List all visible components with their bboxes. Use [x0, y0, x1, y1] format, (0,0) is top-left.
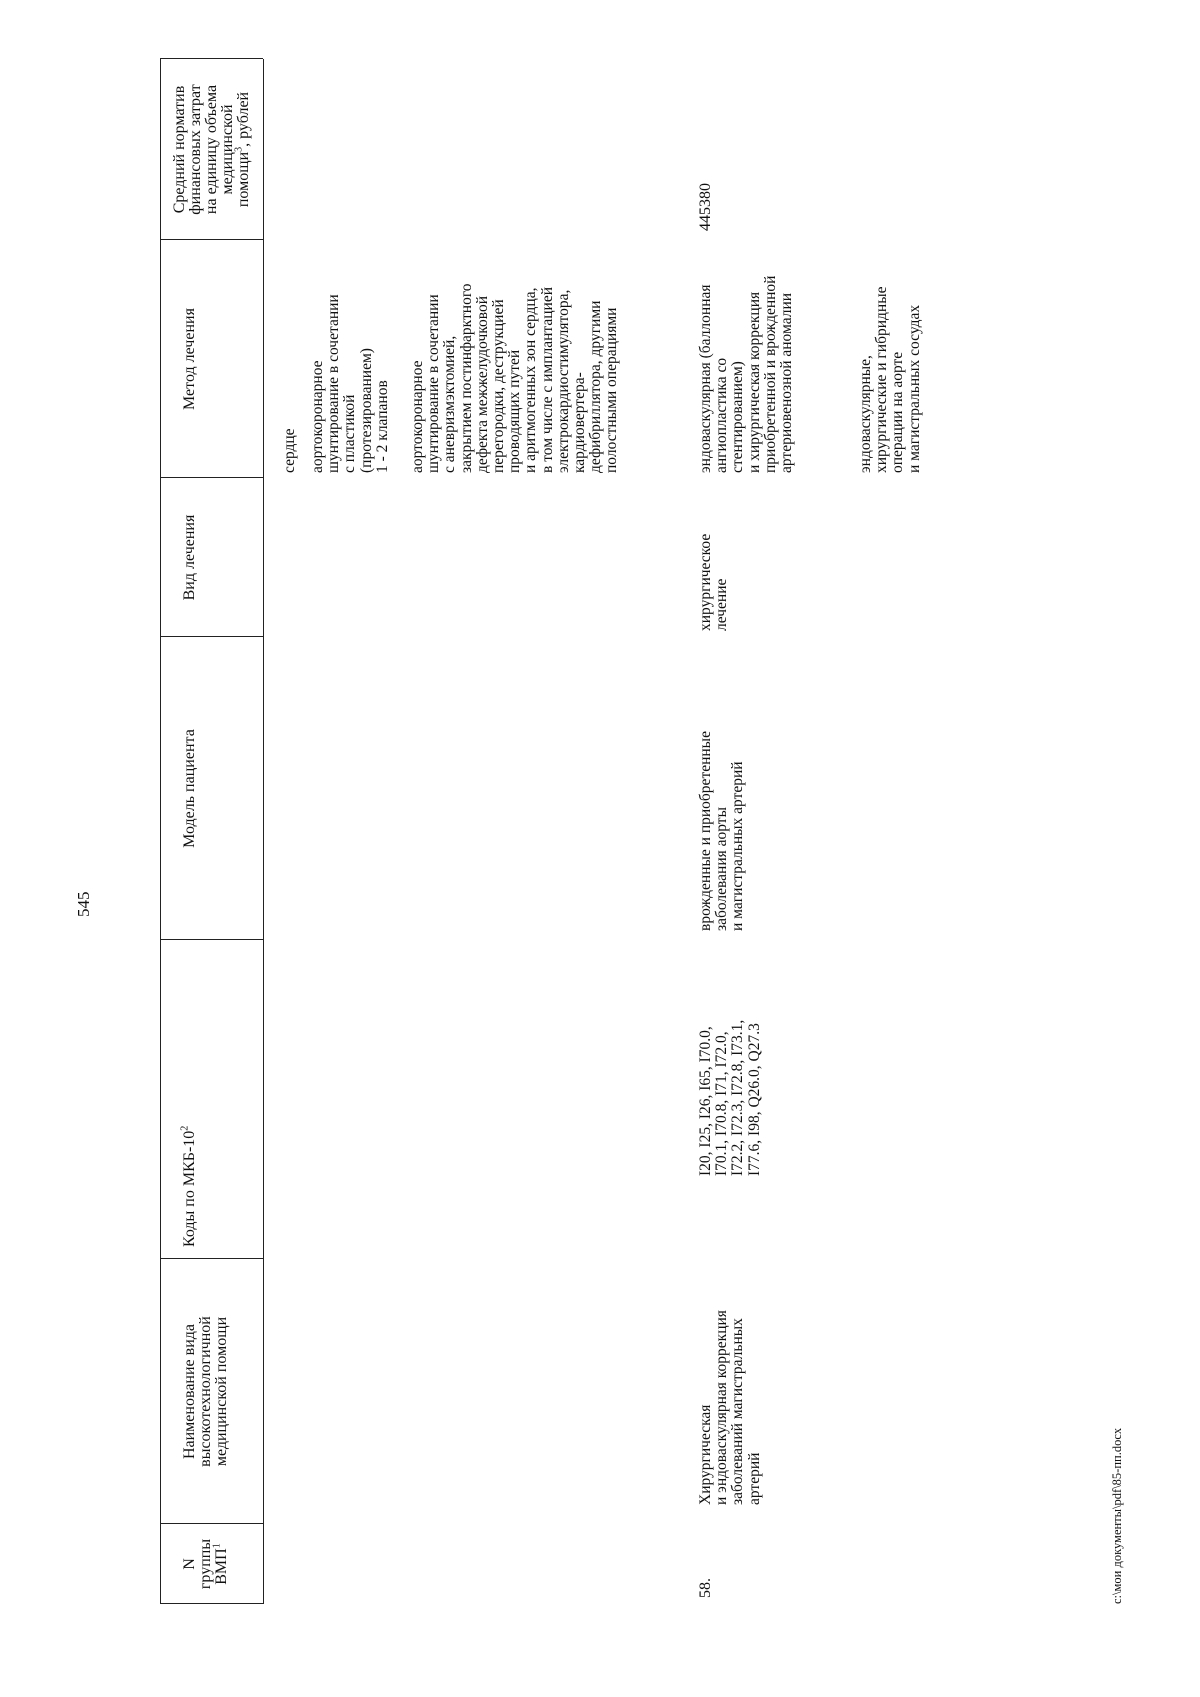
row-58-patient-model: врожденные и приобретенные заболевания аорты и магистральных артерий	[697, 731, 747, 931]
col-rule-5	[160, 477, 263, 478]
header-treatment-method: Метод лечения	[181, 308, 198, 410]
footer-file-path: c:\мои документы\pdf\85-пп.docx	[1110, 1427, 1124, 1604]
method-continued-2: аортокоронарное шунтирование в сочетании с пластикой (протезированием) 1 - 2 клапанов	[309, 294, 391, 473]
row-58-method-1: эндоваскулярная (баллонная ангиопластика со стентированием) и хирургическая коррекция приобретенной и врожденной артериовенозной аномалии	[697, 275, 796, 473]
row-58-cost-norm: 445380	[697, 183, 714, 231]
col-rule-4	[160, 636, 263, 637]
header-bottom-rule	[263, 59, 264, 1604]
col-rule-3	[160, 939, 263, 940]
row-58-method-2: эндоваскулярные, хирургические и гибридные операции на аорте и магистральных сосудах	[857, 286, 923, 473]
row-58-icd-codes: I20, I25, I26, I65, I70.0, I70.1, I70.8, I71, I72.0, I72.2, I72.3, I72.8, I73.1, I77.6, I98, Q26.0, Q27.3	[697, 1019, 763, 1176]
method-continued-1: сердце	[281, 428, 298, 473]
page-number: 545	[74, 891, 93, 917]
row-58-vmp-name: Хирургическая и эндоваскулярная коррекция заболеваний магистральных артерий	[697, 1310, 763, 1505]
row-58-group-number: 58.	[697, 1578, 714, 1598]
method-continued-3: аортокоронарное шунтирование в сочетании с аневризмэктомией, закрытием постинфарктного дефекта межжелудочковой перегородки, деструкцией проводящих путей и аритмогенных зон сердца, в том числе с имплантацией электрокардиостимулятора, кардиовертера- дефибриллятора, другими полостными операциями	[409, 283, 621, 473]
header-top-rule	[160, 59, 161, 1604]
header-patient-model: Модель пациента	[181, 729, 198, 848]
header-vmp-name: Наименование вида высокотехнологичной медицинской помощи	[181, 1316, 230, 1467]
header-treatment-type: Вид лечения	[181, 514, 198, 601]
header-icd-codes: Коды по МКБ-$10^2$	[179, 1125, 198, 1247]
header-cost-norm: Средний норматив финансовых затрат на единицу объема медицинской помощи$^3$, рублей	[171, 84, 252, 215]
header-group-number: N группы ВМП$^1$	[181, 1538, 230, 1590]
row-58-treatment-type: хирургическое лечение	[697, 533, 731, 631]
